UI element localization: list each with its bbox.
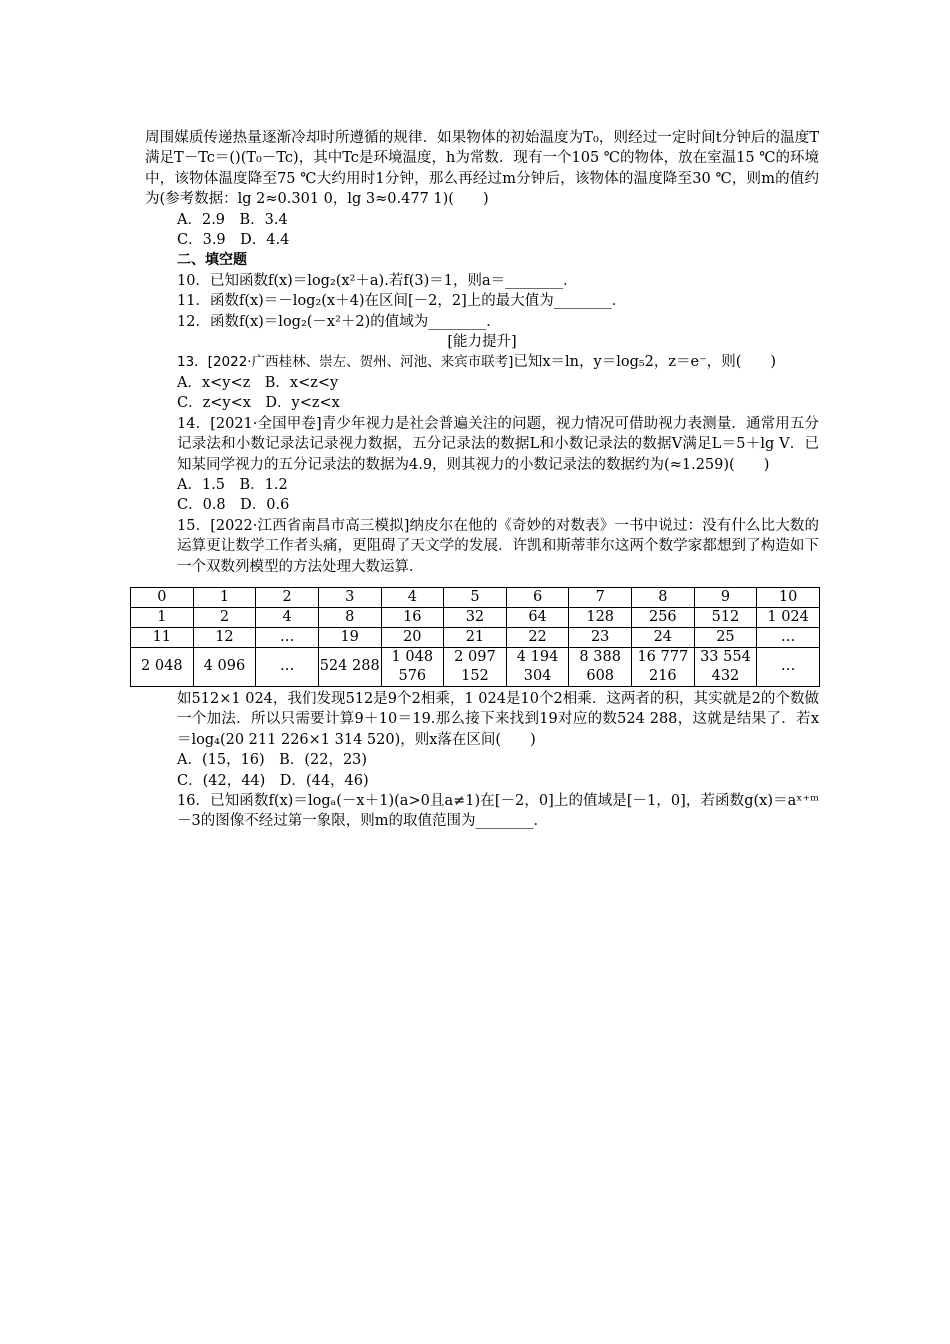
table-cell: 7 — [569, 587, 632, 607]
table-cell: 4 — [256, 607, 319, 627]
table-cell: 16 777 216 — [632, 647, 695, 686]
table-cell: 6 — [506, 587, 569, 607]
table-row-1 — [131, 587, 820, 607]
question-15-continued: 如512×1 024，我们发现512是9个2相乘，1 024是10个2相乘．这两者的积，其实就是2的个数做一个加法．所以只需要计算9＋10＝19.那么接下来找到19对应的数524 288，这就是结果了．若x＝log₄(20 211 226×1 314 520)，则x落在区间( ) — [177, 690, 819, 748]
table-cell: … — [757, 627, 820, 647]
q14-options-ab: A．1.5 B．1.2 — [177, 476, 288, 493]
table-cell: 2 — [256, 587, 319, 607]
table-cell: 12 — [193, 627, 256, 647]
table-cell: … — [757, 647, 820, 686]
question-13-text: 已知x＝ln，y＝log₅2，z＝e⁻，则( ) — [513, 354, 777, 371]
table-cell: 33 554 432 — [694, 647, 757, 686]
table-row-3 — [131, 627, 820, 647]
table-cell: 4 194 304 — [506, 647, 569, 686]
table-cell: 3 — [318, 587, 381, 607]
q14-options-cd: C．0.8 D．0.6 — [177, 497, 290, 514]
table-cell: 9 — [694, 587, 757, 607]
question-10: 10．已知函数f(x)＝log₂(x²＋a).若f(3)＝1，则a＝________． — [177, 272, 578, 289]
table-cell: 19 — [318, 627, 381, 647]
table-cell: 512 — [694, 607, 757, 627]
table-cell: 16 — [381, 607, 444, 627]
question-15: 15．[2022·江西省南昌市高三模拟]纳皮尔在他的《奇妙的对数表》一书中说过：没有什么比大数的运算更让数学工作者头痛，更阻碍了天文学的发展．许凯和斯蒂菲尔这两个数学家都想到了构造如下一个双数列模型的方法处理大数运算． — [177, 517, 819, 575]
q13-options-cd: C．z<y<x D．y<z<x — [177, 395, 340, 412]
paragraph-q9-body: 周围媒质传递热量逐渐冷却时所遵循的规律．如果物体的初始温度为T₀，则经过一定时间t分钟后的温度T满足T－Tc＝()(T₀－Tc)，其中Tc是环境温度，h为常数．现有一个105 ℃的物体，放在室温15 ℃的环境中，该物体温度降至75 ℃大约用时1分钟，那么再经过m分钟后，该物体的温度降至30 ℃，则m的值约为(参考数据：lg 2≈0.301 0，lg 3≈0.477 1)( ) — [145, 130, 819, 208]
q9-options-cd: C．3.9 D．4.4 — [177, 232, 290, 249]
table-cell: … — [256, 647, 319, 686]
table-cell: 8 — [318, 607, 381, 627]
section-heading-fill-blank: 二、填空题 — [177, 252, 247, 269]
section-heading-ability: [能力提升] — [447, 334, 517, 351]
table-cell: 1 — [193, 587, 256, 607]
double-sequence-table — [130, 587, 820, 687]
table-cell: 25 — [694, 627, 757, 647]
question-14: 14．[2021·全国甲卷]青少年视力是社会普遍关注的问题，视力情况可借助视力表测量．通常用五分记录法和小数记录法记录视力数据，五分记录法的数据L和小数记录法的数据V满足L＝5＋lg V．已知某同学视力的五分记录法的数据为4.9，则其视力的小数记录法的数据约为(≈1.259)( ) — [177, 415, 819, 473]
table-cell: 23 — [569, 627, 632, 647]
table-cell: 524 288 — [318, 647, 381, 686]
table-cell: 10 — [757, 587, 820, 607]
q13-options-ab: A．x<y<z B．x<z<y — [177, 374, 339, 391]
table-cell: 128 — [569, 607, 632, 627]
table-cell: 256 — [632, 607, 695, 627]
table-cell: 11 — [131, 627, 194, 647]
document-page — [141, 128, 819, 832]
table-cell: … — [256, 627, 319, 647]
table-cell: 2 — [193, 607, 256, 627]
table-cell: 0 — [131, 587, 194, 607]
table-row-2 — [131, 607, 820, 627]
table-cell: 64 — [506, 607, 569, 627]
q15-options-ab: A．(15，16) B．(22，23) — [177, 752, 368, 769]
table-cell: 8 388 608 — [569, 647, 632, 686]
table-cell: 22 — [506, 627, 569, 647]
question-13-source: 13．[2022·广西桂林、崇左、贺州、河池、来宾市联考] — [177, 354, 514, 371]
question-12: 12．函数f(x)＝log₂(－x²＋2)的值域为________． — [177, 313, 501, 330]
table-cell: 32 — [444, 607, 507, 627]
q15-options-cd: C．(42，44) D．(44，46) — [177, 772, 369, 789]
table-cell: 2 048 — [131, 647, 194, 686]
table-cell: 1 024 — [757, 607, 820, 627]
table-cell: 2 097 152 — [444, 647, 507, 686]
table-cell: 24 — [632, 627, 695, 647]
table-cell: 4 096 — [193, 647, 256, 686]
question-11: 11．函数f(x)＝－log₂(x＋4)在区间[－2，2]上的最大值为________． — [177, 293, 627, 310]
table-cell: 21 — [444, 627, 507, 647]
question-16: 16．已知函数f(x)＝logₐ(－x＋1)(a>0且a≠1)在[－2，0]上的值域是[－1，0]，若函数g(x)＝aˣ⁺ᵐ－3的图像不经过第一象限，则m的取值范围为________． — [177, 792, 819, 830]
table-row-4 — [131, 647, 820, 686]
q9-options-ab: A．2.9 B．3.4 — [177, 211, 288, 228]
question-13 — [145, 352, 819, 372]
table-cell: 5 — [444, 587, 507, 607]
table-cell: 8 — [632, 587, 695, 607]
table-cell: 4 — [381, 587, 444, 607]
table-cell: 1 048 576 — [381, 647, 444, 686]
table-cell: 1 — [131, 607, 194, 627]
table-cell: 20 — [381, 627, 444, 647]
